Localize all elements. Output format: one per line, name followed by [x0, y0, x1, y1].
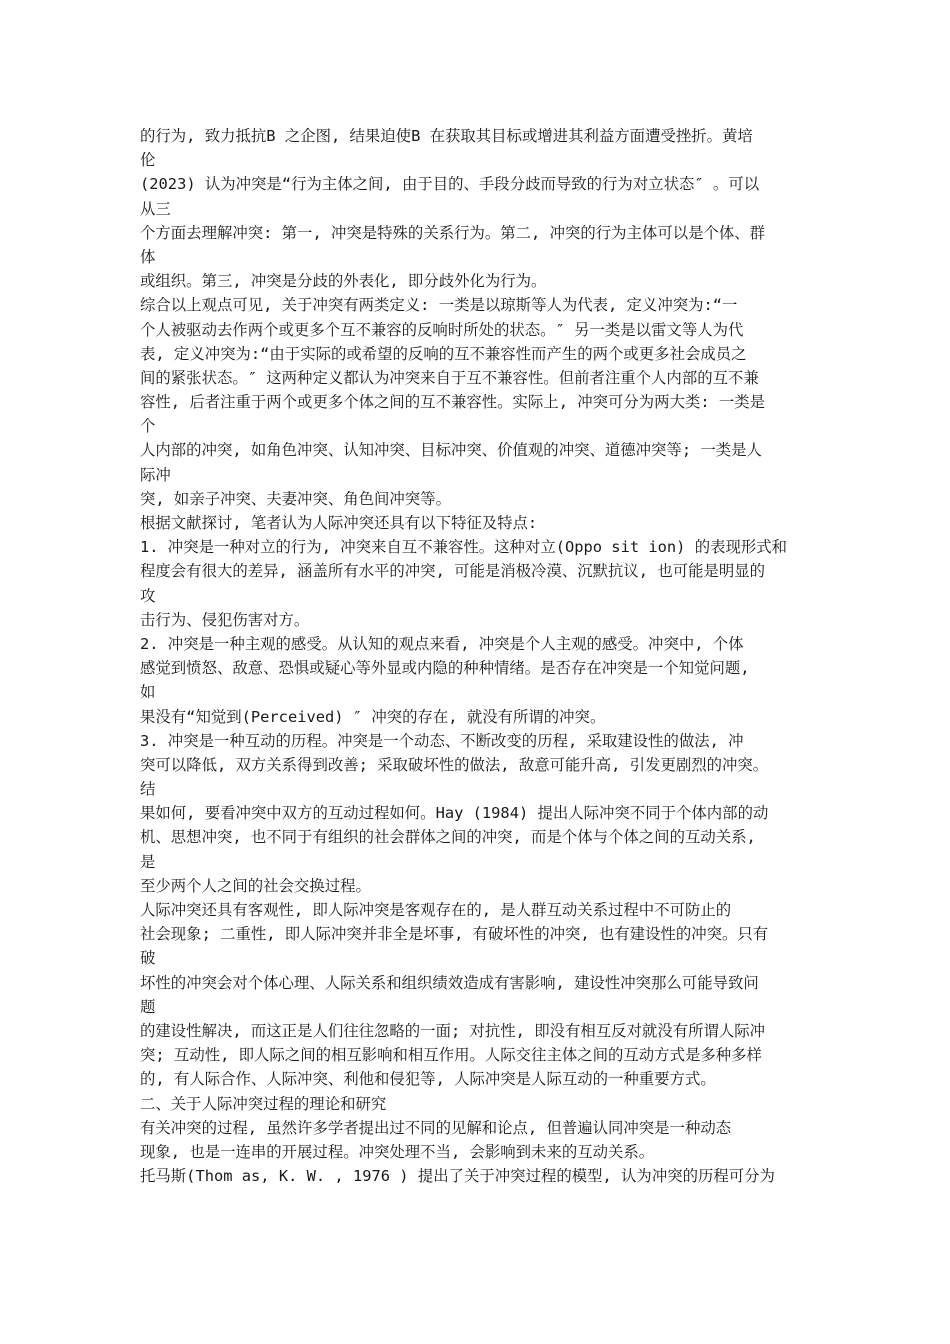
text-line: 果没有“知觉到(Perceived) ″ 冲突的存在, 就没有所谓的冲突。: [140, 707, 606, 726]
text-line: 坏性的冲突会对个体心理、人际关系和组织绩效造成有害影响, 建设性冲突那么可能导致问: [140, 973, 759, 992]
text-line: 破: [140, 949, 156, 968]
text-line: 题: [140, 997, 156, 1016]
text-line: 个方面去理解冲突: 第一, 冲突是特殊的关系行为。第二, 冲突的行为主体可以是个体、群: [140, 223, 766, 242]
text-line: 果如何, 要看冲突中双方的互动过程如何。Hay (1984) 提出人际冲突不同于个体内部的动: [140, 804, 769, 823]
text-line: 感觉到愤怒、敌意、恐惧或疑心等外显或内隐的种种情绪。是否存在冲突是一个知觉问题,: [140, 659, 750, 678]
text-line: 程度会有很大的差异, 涵盖所有水平的冲突, 可能是消极冷漠、沉默抗议, 也可能是明显的: [140, 562, 766, 581]
text-line: 个人被驱动去作两个或更多个互不兼容的反响时所处的状态。″ 另一类是以雷文等人为代: [140, 320, 744, 339]
text-line: 至少两个人之间的社会交换过程。: [140, 876, 371, 895]
text-line: 际冲: [140, 465, 171, 484]
text-line: 体: [140, 247, 156, 266]
text-line: 根据文献探讨, 笔者认为人际冲突还具有以下特征及特点:: [140, 514, 538, 532]
text-line: 的行为, 致力抵抗B 之企图, 结果迫使B 在获取其目标或增进其利益方面遭受挫折。黄培: [140, 127, 753, 145]
text-line: 机、思想冲突, 也不同于有组织的社会群体之间的冲突, 而是个体与个体之间的互动关系,: [140, 828, 756, 847]
text-line: 如: [140, 683, 156, 702]
text-line: 有关冲突的过程, 虽然许多学者提出过不同的见解和论点, 但普遍认同冲突是一种动态: [140, 1118, 732, 1137]
text-line: 伦: [140, 151, 156, 170]
text-line: 是: [140, 852, 156, 871]
text-line: 人内部的冲突, 如角色冲突、认知冲突、目标冲突、价值观的冲突、道德冲突等; 一类是人: [140, 441, 762, 460]
text-line: 托马斯(Thom as, K. W. , 1976 ) 提出了关于冲突过程的模型, 认为冲突的历程可分为: [140, 1167, 775, 1186]
body-text: [140, 124, 820, 1188]
text-line: 个: [140, 417, 156, 436]
text-line: 容性, 后者注重于两个或更多个体之间的互不兼容性。实际上, 冲突可分为两大类: 一类是: [140, 393, 766, 412]
text-line: 表, 定义冲突为:“由于实际的或希望的反响的互不兼容性而产生的两个或更多社会成员之: [140, 344, 747, 363]
text-line: 突, 如亲子冲突、夫妻冲突、角色间冲突等。: [140, 489, 451, 508]
text-line: 人际冲突还具有客观性, 即人际冲突是客观存在的, 是人群互动关系过程中不可防止的: [140, 901, 732, 919]
text-line: 3. 冲突是一种互动的历程。冲突是一个动态、不断改变的历程, 采取建设性的做法, 冲: [140, 731, 744, 750]
text-line: 或组织。第三, 冲突是分歧的外表化, 即分歧外化为行为。: [140, 272, 547, 291]
text-line: 现象, 也是一连串的开展过程。冲突处理不当, 会影响到未来的互动关系。: [140, 1142, 655, 1161]
text-line: 综合以上观点可见, 关于冲突有两类定义: 一类是以琼斯等人为代表, 定义冲突为:“一: [140, 296, 738, 315]
text-line: (2023) 认为冲突是“行为主体之间, 由于目的、手段分歧而导致的行为对立状态″ 。可以: [140, 175, 760, 194]
text-line: 的建设性解决, 而这正是人们往往忽略的一面; 对抗性, 即没有相互反对就没有所谓人际冲: [140, 1021, 766, 1040]
text-line: 的, 有人际合作、人际冲突、利他和侵犯等, 人际冲突是人际互动的一种重要方式。: [140, 1070, 716, 1089]
text-line: 从三: [140, 199, 171, 218]
text-line: 社会现象; 二重性, 即人际冲突并非全是坏事, 有破坏性的冲突, 也有建设性的冲突。只有: [140, 925, 769, 944]
text-line: 间的紧张状态。″ 这两种定义都认为冲突来自于互不兼容性。但前者注重个人内部的互不兼: [140, 368, 759, 387]
text-line: 结: [140, 780, 156, 799]
text-line: 攻: [140, 586, 156, 605]
section-heading: 二、关于人际冲突过程的理论和研究: [140, 1094, 387, 1113]
text-line: 突; 互动性, 即人际之间的相互影响和相互作用。人际交往主体之间的互动方式是多种多样: [140, 1046, 762, 1065]
text-line: 突可以降低, 双方关系得到改善; 采取破坏性的做法, 敌意可能升高, 引发更剧烈的冲突。: [140, 755, 769, 774]
text-line: 2. 冲突是一种主观的感受。从认知的观点来看, 冲突是个人主观的感受。冲突中, 个体: [140, 634, 744, 653]
text-line: 1. 冲突是一种对立的行为, 冲突来自互不兼容性。这种对立(Oppo sit ion) 的表现形式和: [140, 538, 788, 557]
text-line: 击行为、侵犯伤害对方。: [140, 610, 310, 629]
